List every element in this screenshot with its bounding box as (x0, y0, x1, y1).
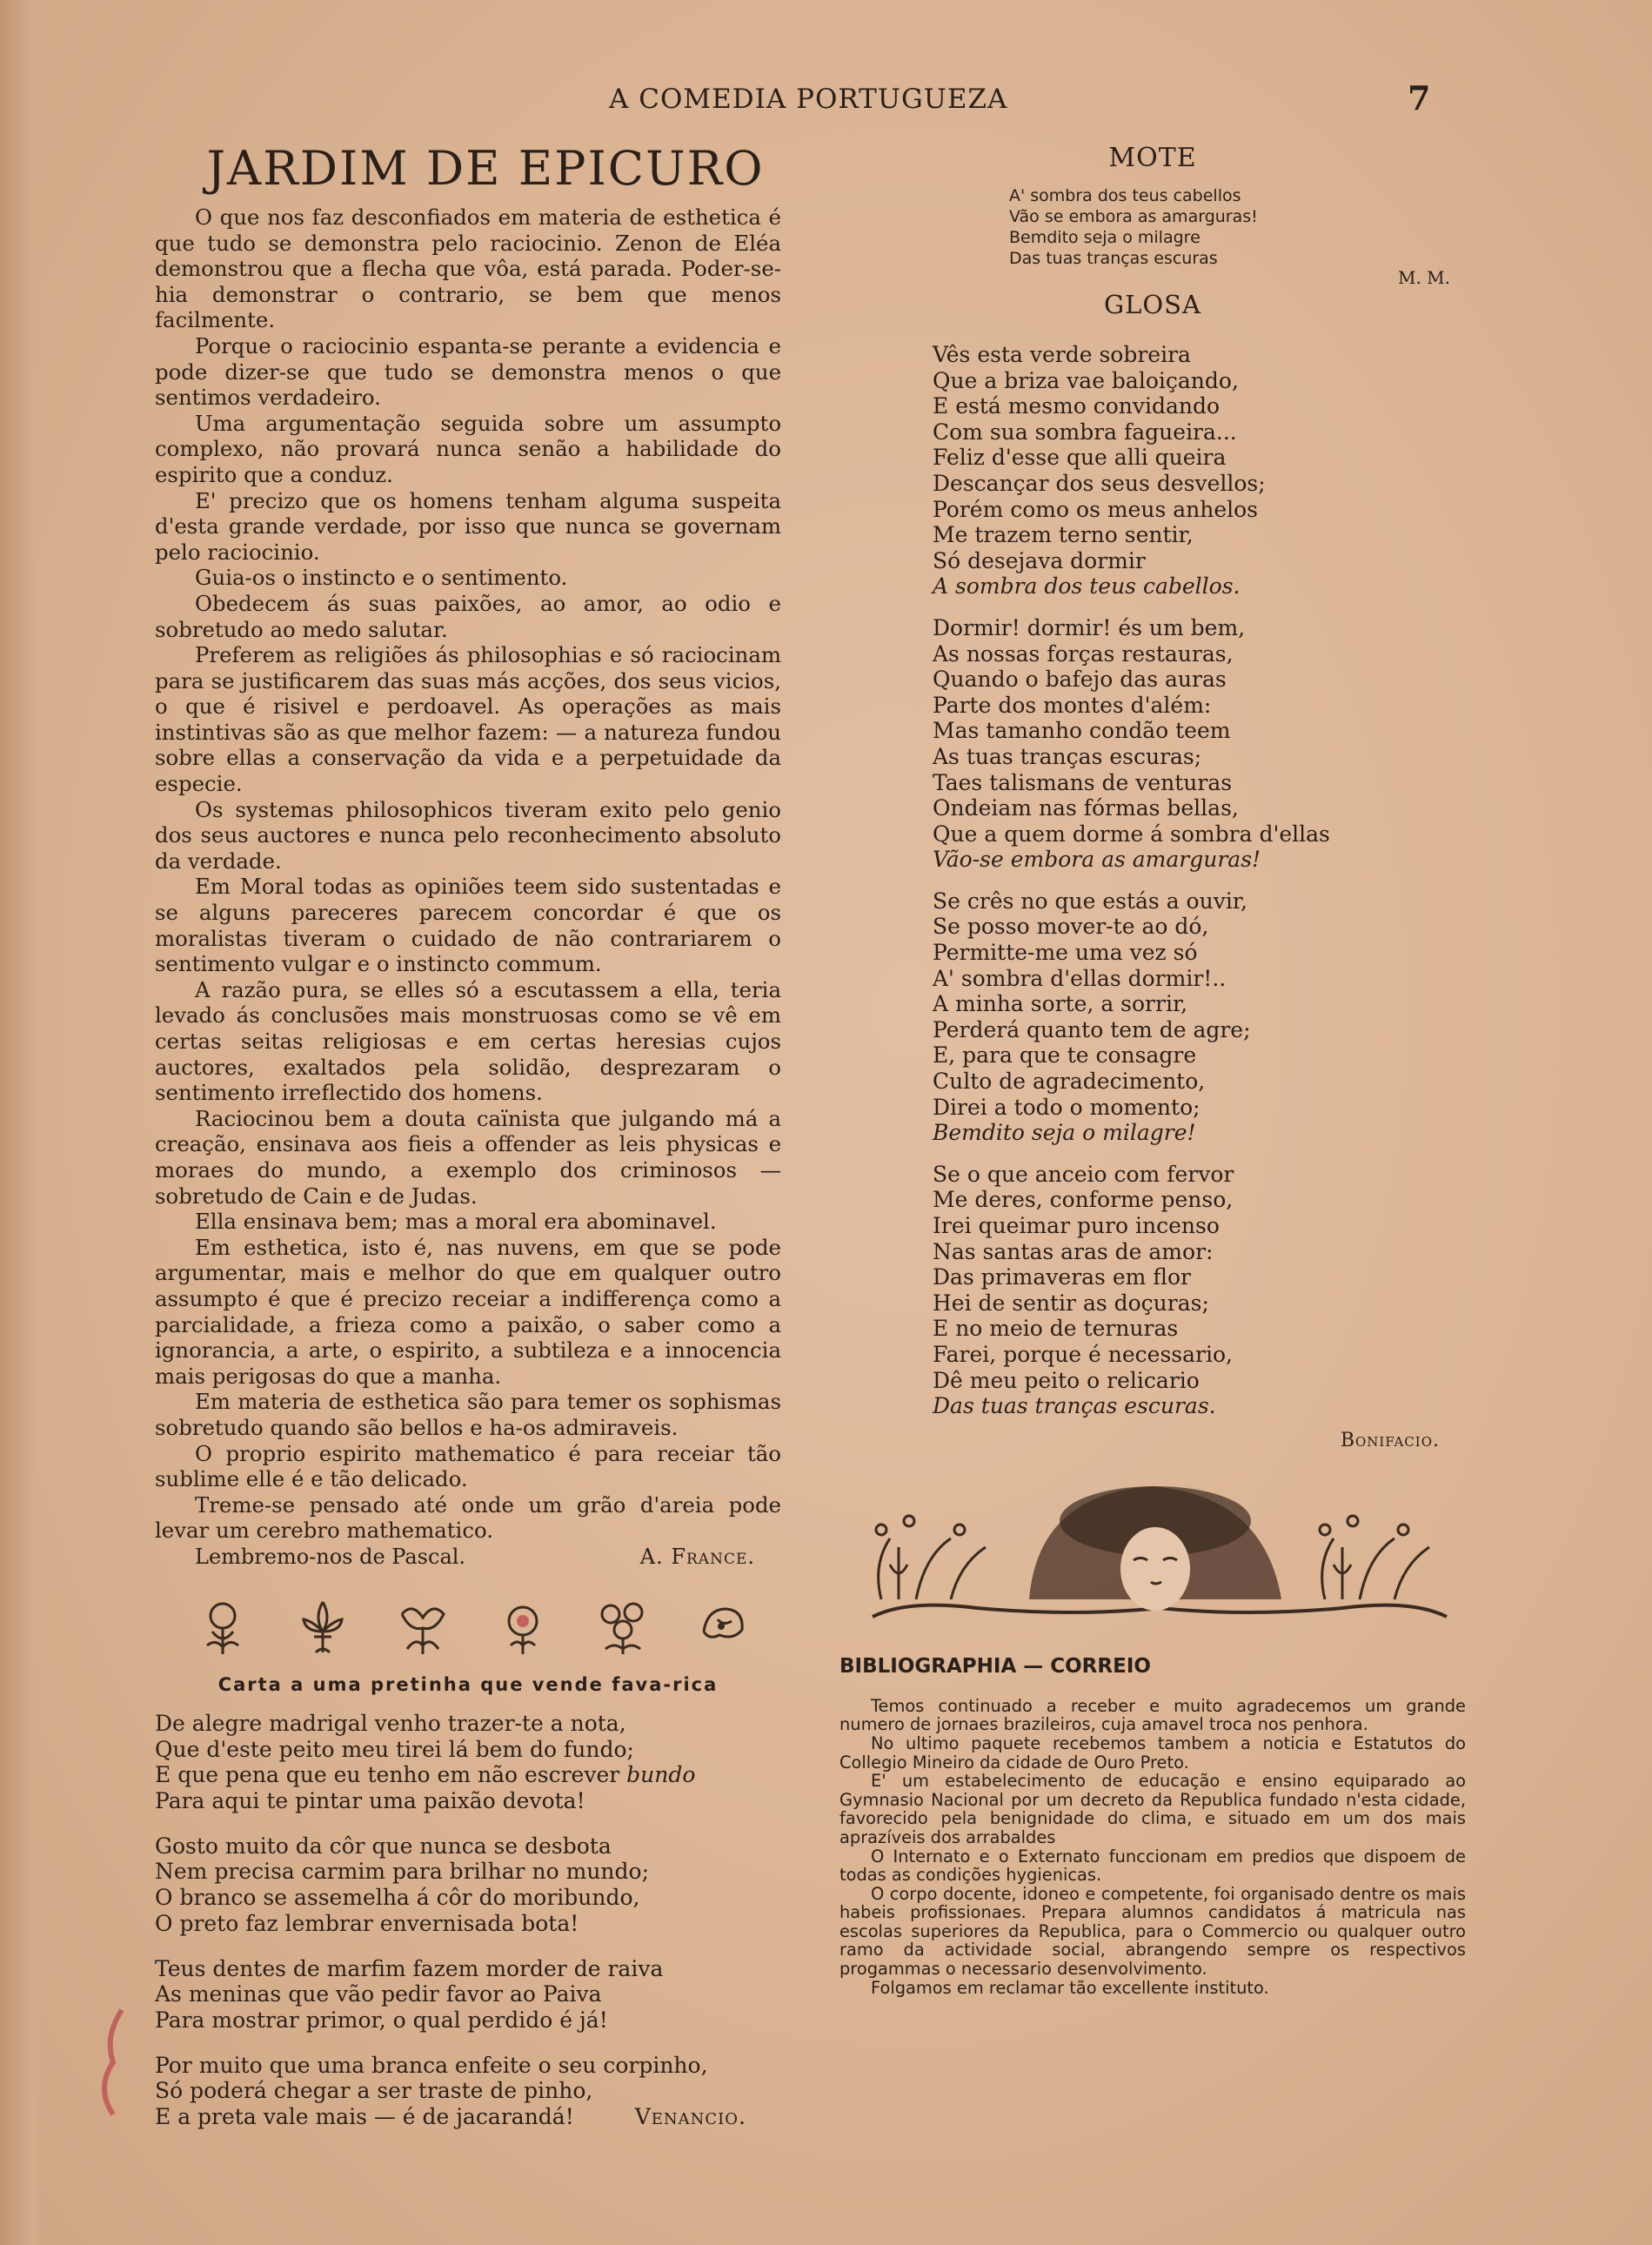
glosa-line: Se posso mover-te ao dó, (933, 914, 1209, 940)
glosa-line: Só desejava dormir (933, 547, 1146, 573)
glosa-line: Direi a todo o momento; (933, 1094, 1201, 1120)
glosa-line: E no meio de ternuras (933, 1316, 1179, 1342)
article-paragraph: Os systemas philosophicos tiveram exito pelo genio dos seus auctores e nunca pelo reconhecimento absoluto da verdade. (155, 796, 781, 874)
glosa-stanza (933, 888, 1466, 1146)
glosa-line: A' sombra d'ellas dormir!.. (933, 965, 1227, 991)
poem-body (155, 1711, 781, 2130)
glosa-body (839, 342, 1466, 1419)
poem-line: E a preta vale mais — é de jacarandá! (155, 2104, 574, 2130)
poem-line-italic-word: bundo (626, 1762, 696, 1788)
glosa-line: Mas tamanho condão teem (933, 718, 1231, 744)
glosa-line: Hei de sentir as doçuras; (933, 1290, 1209, 1316)
glosa-refrain: Bemdito seja o milagre! (933, 1120, 1196, 1146)
bibliography-paragraph: Folgamos em reclamar tão excellente instituto. (871, 1977, 1269, 1998)
blossom-ornament-icon (695, 1597, 751, 1658)
glosa-line: E, para que te consagre (933, 1042, 1197, 1069)
glosa-refrain: Das tuas tranças escuras. (933, 1393, 1216, 1419)
page-gutter (0, 0, 42, 2245)
article-paragraph: Raciocinou bem a douta caïnista que julgando má a creação, ensinava aos fieis a offender as leis physicas e moraes do mundo, a exemplo dos criminosos — sobretudo de Cain e de Judas. (155, 1105, 781, 1209)
glosa-line: As tuas tranças escuras; (933, 743, 1202, 769)
glosa-line: Das primaveras em flor (933, 1264, 1191, 1290)
article-signature: A. France. (639, 1544, 755, 1569)
glosa-stanza (933, 615, 1466, 873)
glosa-line: Irei queimar puro incenso (933, 1213, 1220, 1238)
poem-line: Que d'este peito meu tirei lá bem do fundo; (155, 1736, 634, 1762)
glosa-line: Nas santas aras de amor: (933, 1238, 1214, 1264)
fleur-de-lis-ornament-icon (295, 1597, 351, 1658)
article-title: JARDIM DE EPICURO (206, 141, 765, 196)
poem-stanza (155, 1711, 781, 1814)
article-paragraph: Porque o raciocinio espanta-se perante a evidencia e pode dizer-se que tudo se demonstra menos o que sentimos verdadeiro. (155, 332, 781, 411)
red-ink-stain (87, 2001, 157, 2123)
glosa-line: Se crês no que estás a ouvir, (933, 888, 1247, 914)
glosa-line: Ondeiam nas fórmas bellas, (933, 795, 1239, 821)
article-paragraph: Uma argumentação seguida sobre um assumpto complexo, não provará nunca senão a habilidade do espirito que a conduz. (155, 410, 781, 487)
floral-ornament-row (172, 1592, 772, 1662)
glosa-line: Descançar dos seus desvellos; (933, 470, 1266, 496)
poem-line: Só poderá chegar a ser traste de pinho, (155, 2078, 593, 2104)
mote-signature: M. M. (1397, 267, 1450, 288)
flower-bouquet-ornament-icon (595, 1597, 651, 1658)
article-paragraph: Ella ensinava bem; mas a moral era abominavel. (195, 1209, 717, 1235)
bibliography-paragraph: Temos continuado a receber e muito agradecemos um grande numero de jornaes brazileiros, cuja amavel troca nos penhora. (839, 1695, 1466, 1735)
glosa-line: Que a quem dorme á sombra d'ellas (933, 821, 1330, 847)
article-paragraph: Treme-se pensado até onde um grão d'areia pode levar um cerebro mathematico. (155, 1491, 781, 1544)
poem-stanza (155, 2053, 781, 2130)
poem-signature: Venancio. (634, 2104, 746, 2130)
glosa-refrain: A sombra dos teus cabellos. (933, 573, 1241, 600)
glosa-line: Me deres, conforme penso, (933, 1187, 1234, 1213)
bibliography-paragraph: O Internato e o Externato funccionam em predios que dispoem de todas as condições hygienicas. (839, 1846, 1466, 1886)
mote-verse (839, 185, 1466, 269)
glosa-line: Quando o bafejo das auras (933, 667, 1227, 693)
mote-line: A' sombra dos teus cabellos (1009, 186, 1241, 205)
poem-line: Nem precisa carmim para brilhar no mundo; (155, 1859, 650, 1885)
glosa-line: As nossas forças restauras, (933, 640, 1234, 667)
poem-line: O branco se assemelha á côr do moribundo, (155, 1885, 640, 1911)
glosa-signature: Bonifacio. (1340, 1429, 1440, 1451)
glosa-line: E está mesmo convidando (933, 393, 1221, 419)
glosa-line: Feliz d'esse que alli queira (933, 445, 1227, 471)
glosa-refrain: Vão-se embora as amarguras! (933, 847, 1261, 873)
glosa-line: Perderá quanto tem de agre; (933, 1016, 1251, 1042)
poem-line: Para mostrar primor, o qual perdido é já! (155, 2007, 608, 2033)
glosa-line: Com sua sombra fagueira... (933, 419, 1237, 445)
mote-title: MOTE (1108, 143, 1197, 173)
running-title: A COMEDIA PORTUGUEZA (609, 84, 1008, 115)
article-body (155, 204, 781, 1570)
glosa-line: Porém como os meus anhelos (933, 496, 1258, 522)
glosa-line: Se o que anceio com fervor (933, 1161, 1234, 1187)
article-paragraph: O proprio espirito mathematico é para receiar tão sublime elle é e tão delicado. (155, 1440, 781, 1492)
article-closing (155, 1544, 781, 1570)
glosa-line: Dê meu peito o relicario (933, 1367, 1200, 1393)
mote-line: Bemdito seja o milagre (1009, 228, 1201, 247)
mote-line: Vão se embora as amarguras! (1009, 207, 1258, 226)
bibliography-heading: BIBLIOGRAPHIA — CORREIO (839, 1654, 1151, 1678)
article-paragraph: Preferem as religiões ás philosophias e só raciocinam para se justificarem das suas más acções, dos seus vicios, o que é risivel e perdoavel. As operações as mais instintivas são as que melhor fazem: — a natureza fundou sobre ellas a conservação da vida e a perpetuidade da especie. (155, 642, 781, 797)
bibliography-body (839, 1697, 1466, 1998)
glosa-stanza (933, 1162, 1466, 1419)
left-column (155, 139, 781, 2149)
poem-line: Teus dentes de marfim fazem morder de raiva (155, 1955, 664, 1981)
glosa-line: Que a briza vae baloiçando, (933, 367, 1239, 393)
glosa-line: A minha sorte, a sorrir, (933, 991, 1188, 1017)
poem-line: Gosto muito da côr que nunca se desbota (155, 1833, 612, 1859)
mote-line: Das tuas tranças escuras (1009, 249, 1218, 268)
glosa-line: Vês esta verde sobreira (933, 342, 1191, 367)
poem-title: Carta a uma pretinha que vende fava-rica (217, 1673, 719, 1695)
glosa-line: Dormir! dormir! és um bem, (933, 614, 1246, 640)
poem-stanza (155, 1956, 781, 2034)
glosa-line: Me trazem terno sentir, (933, 522, 1194, 548)
glosa-title: GLOSA (1103, 290, 1201, 319)
poem-line-text: E que pena que eu tenho em não escrever (155, 1762, 627, 1788)
rose-ornament-icon (495, 1597, 551, 1658)
article-paragraph: Guia-os o instincto e o sentimento. (195, 565, 568, 591)
page-number: 7 (1408, 78, 1431, 117)
poem-line: As meninas que vão pedir favor ao Paiva (155, 1981, 602, 2007)
poem-stanza (155, 1833, 781, 1937)
article-paragraph: A razão pura, se elles só a escutassem a ella, teria levado ás conclusões mais monstruosas como se vê em certas seitas religiosas e em certas heresias cujos auctores, exaltados pela solidão, desprezaram o sentimento irreflectido dos homens. (155, 976, 781, 1106)
glosa-line: Farei, porque é necessario, (933, 1341, 1233, 1367)
poem-line: De alegre madrigal venho trazer-te a nota, (155, 1710, 626, 1736)
poem-line: Por muito que uma branca enfeite o seu corpinho, (155, 2052, 708, 2078)
thistle-ornament-icon (195, 1597, 251, 1658)
article-paragraph: Em Moral todas as opiniões teem sido sustentadas e se alguns pareceres parecem concordar é que os moralistas tiveram o cuidado de não contrariarem o sentimento vulgar e o instincto commum. (155, 874, 781, 977)
article-paragraph: Em materia de esthetica são para temer os sophismas sobretudo quando são bellos e ha-os admiraveis. (155, 1389, 781, 1440)
closing-line: Lembremo-nos de Pascal. (195, 1544, 466, 1569)
poem-line: O preto faz lembrar envernisada bota! (155, 1910, 579, 1936)
glosa-line: Parte dos montes d'além: (933, 692, 1212, 718)
bibliography-paragraph: O corpo docente, idoneo e competente, foi organisado dentre os mais habeis profissionaes. Prepara alumnos candidatos á matricula nas escolas superiores da Republica, para o Commercio ou qualquer outro ramo da actividade social, abrangendo sempre os respectivos progammas o necessario desenvolvimento. (839, 1883, 1466, 1980)
glosa-line: Culto de agradecimento, (933, 1069, 1206, 1095)
woman-portrait-vignette (855, 1469, 1464, 1625)
bibliography-paragraph: No ultimo paquete recebemos tambem a noticia e Estatutos do Collegio Mineiro da cidade de Ouro Preto. (839, 1732, 1466, 1773)
bibliography-paragraph: E' um estabelecimento de educação e ensino equiparado ao Gymnasio Nacional por um decreto da Republica fundado n'esta cidade, favorecido pela benignidade do clima, e situado em um dos mais aprazíveis dos arrabaldes (839, 1771, 1466, 1847)
glosa-line: Permitte-me uma vez só (933, 940, 1198, 966)
page-header (0, 78, 1652, 118)
article-paragraph: Em esthetica, isto é, nas nuvens, em que se pode argumentar, mais e melhor do que em qualquer outro assumpto é que é precizo receiar a indifferença como a parcialidade, a frieza como a paixão, o saber como a ignorancia, a arte, o espirito, a subtileza e a innocencia mais perigosas do que a manha. (155, 1234, 781, 1389)
glosa-stanza (933, 342, 1466, 600)
article-paragraph: O que nos faz desconfiados em materia de esthetica é que tudo se demonstra pelo raciocinio. Zenon de Eléa demonstrou que a flecha que vôa, está parada. Poder-se-hia demonstrar o contrario, se bem que menos facilmente. (155, 204, 781, 333)
poem-line: Para aqui te pintar uma paixão devota! (155, 1787, 585, 1813)
right-column (839, 139, 1466, 1997)
article-paragraph: E' precizo que os homens tenham alguma suspeita d'esta grande verdade, por isso que nunca se governam pelo raciocinio. (155, 487, 781, 565)
lily-ornament-icon (395, 1597, 451, 1658)
poem-line (155, 1762, 781, 1788)
glosa-line: Taes talismans de venturas (933, 769, 1233, 795)
article-paragraph: Obedecem ás suas paixões, ao amor, ao odio e sobretudo ao medo salutar. (155, 590, 781, 642)
poem-last-line (155, 2104, 781, 2130)
